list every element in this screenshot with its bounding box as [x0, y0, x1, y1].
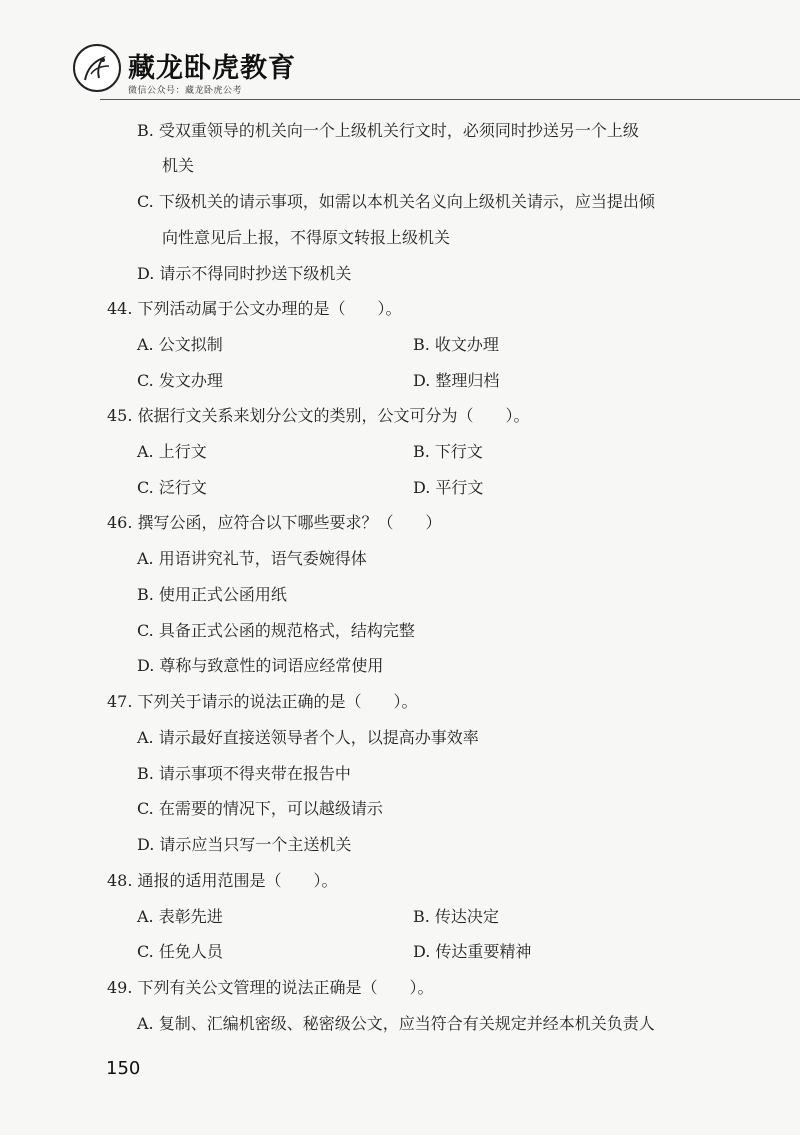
answer-option: C. 任免人员 [137, 942, 223, 961]
answer-option: D. 请示不得同时抄送下级机关 [137, 264, 352, 283]
answer-option: B. 传达决定 [413, 907, 499, 926]
question-stem: 47. 下列关于请示的说法正确的是（ ）。 [107, 692, 418, 711]
answer-option: A. 公文拟制 [137, 335, 223, 354]
answer-option: C. 泛行文 [137, 478, 207, 497]
answer-option: A. 复制、汇编机密级、秘密级公文，应当符合有关规定并经本机关负责人 [137, 1014, 655, 1033]
question-stem: 45. 依据行文关系来划分公文的类别，公文可分为（ ）。 [107, 406, 530, 425]
answer-option: D. 传达重要精神 [413, 942, 532, 961]
answer-option: D. 尊称与致意性的词语应经常使用 [137, 656, 384, 675]
answer-option: C. 发文办理 [137, 371, 223, 390]
answer-option: A. 请示最好直接送领导者个人，以提高办事效率 [137, 728, 479, 747]
answer-option: 向性意见后上报，不得原文转报上级机关 [162, 228, 451, 247]
answer-option: D. 整理归档 [413, 371, 500, 390]
page-header [0, 0, 800, 100]
answer-option: C. 下级机关的请示事项，如需以本机关名义向上级机关请示，应当提出倾 [137, 192, 655, 211]
answer-option: B. 下行文 [413, 442, 483, 461]
header-divider [100, 99, 800, 100]
brand-name: 藏龙卧虎教育 [128, 53, 296, 84]
dragon-tiger-logo-icon [79, 50, 115, 86]
answer-option: B. 收文办理 [413, 335, 499, 354]
brand-logo [73, 44, 121, 92]
answer-option: B. 请示事项不得夹带在报告中 [137, 764, 351, 783]
answer-option: B. 受双重领导的机关向一个上级机关行文时，必须同时抄送另一个上级 [137, 121, 639, 140]
brand-subtitle: 微信公众号：藏龙卧虎公考 [128, 86, 243, 96]
answer-option: C. 在需要的情况下，可以越级请示 [137, 799, 383, 818]
question-stem: 49. 下列有关公文管理的说法正确是（ ）。 [107, 978, 434, 997]
answer-option: D. 平行文 [413, 478, 484, 497]
page-number: 150 [106, 1058, 141, 1079]
question-stem: 48. 通报的适用范围是（ ）。 [107, 871, 338, 890]
answer-option: B. 使用正式公函用纸 [137, 585, 287, 604]
answer-option: A. 上行文 [137, 442, 207, 461]
answer-option: D. 请示应当只写一个主送机关 [137, 835, 352, 854]
question-stem: 44. 下列活动属于公文办理的是（ ）。 [107, 299, 402, 318]
answer-option: A. 用语讲究礼节，语气委婉得体 [137, 549, 367, 568]
question-stem: 46. 撰写公函，应符合以下哪些要求？（ ） [107, 513, 442, 532]
answer-option: 机关 [162, 156, 195, 175]
answer-option: C. 具备正式公函的规范格式，结构完整 [137, 621, 415, 640]
answer-option: A. 表彰先进 [137, 907, 223, 926]
